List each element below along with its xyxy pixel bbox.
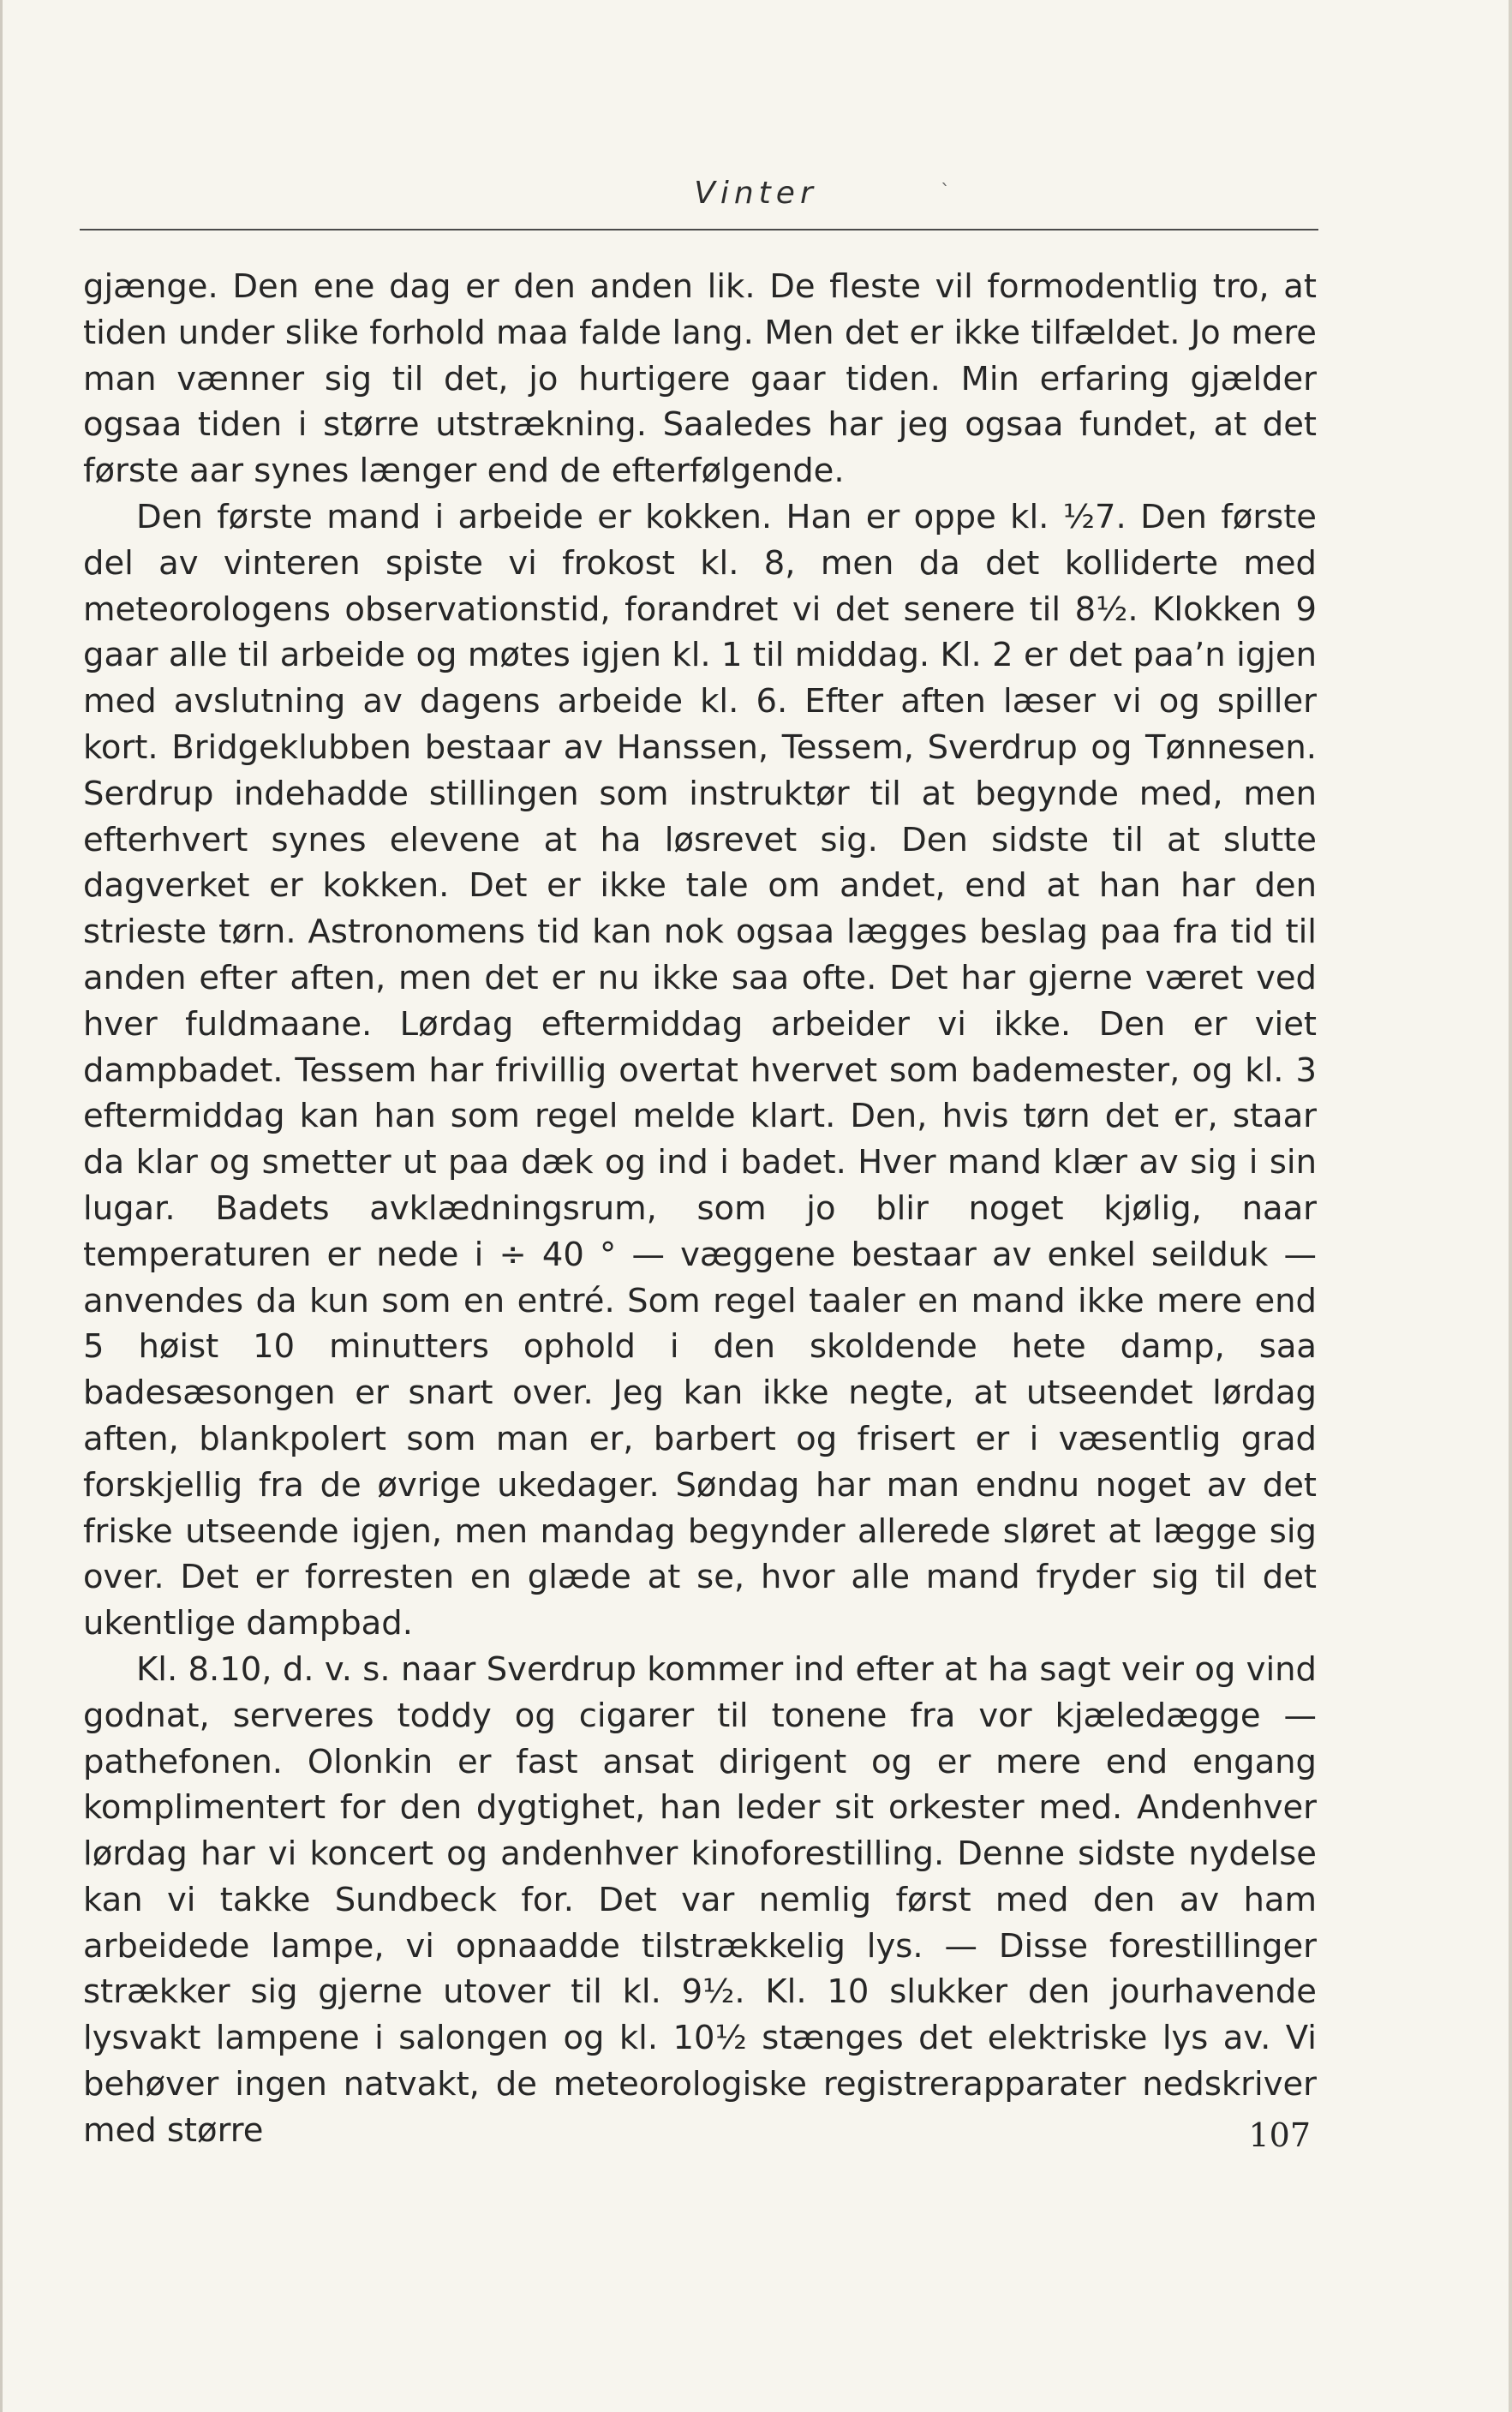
page-number: 107 — [1248, 2116, 1311, 2154]
body-text — [83, 264, 1317, 2154]
paragraph-3: Kl. 8.10, d. v. s. naar Sverdrup kommer ind efter at ha sagt veir og vind godnat, serveres toddy og cigarer til tonene fra vor kjæledægge — pathefonen. Olonkin er fast ansat dirigent og er mere end engang komplimentert for den dygtighet, han leder sit orkester med. Andenhver lørdag har vi koncert og andenhver kinoforestilling. Denne sidste nydelse kan vi takke Sundbeck for. Det var nemlig først med den av ham arbeidede lampe, vi opnaadde tilstrækkelig lys. — Disse forestillinger strækker sig gjerne utover til kl. 9½. Kl. 10 slukker den jourhavende lysvakt lampene i salongen og kl. 10½ stænges det elektriske lys av. Vi behøver ingen natvakt, de meteorologiske registrerapparater nedskriver med større — [83, 1649, 1317, 2150]
stray-mark: ` — [941, 182, 950, 203]
paragraph-2: Den første mand i arbeide er kokken. Han er oppe kl. ½7. Den første del av vinteren spiste vi frokost kl. 8, men da det kolliderte med meteorologens observationstid, forandret vi det senere til 8½. Klokken 9 gaar alle til arbeide og møtes igjen kl. 1 til middag. Kl. 2 er det paa’n igjen med avslutning av dagens arbeide kl. 6. Efter aften læser vi og spiller kort. Bridgeklubben bestaar av Hanssen, Tessem, Sverdrup og Tønnesen. Serdrup indehadde stillingen som instruktør til at begynde med, men efterhvert synes elevene at ha løsrevet sig. Den sidste til at slutte dagverket er kokken. Det er ikke tale om andet, end at han har den strieste tørn. Astronomens tid kan nok ogsaa lægges beslag paa fra tid til anden efter aften, men det er nu ikke saa ofte. Det har gjerne været ved hver fuldmaane. Lørdag eftermiddag arbeider vi ikke. Den er viet dampbadet. Tessem har frivillig overtat hvervet som bademester, og kl. 3 eftermiddag kan han som regel melde klart. Den, hvis tørn det er, staar da klar og smetter ut paa dæk og ind i badet. Hver mand klær av sig i sin lugar. Badets avklædningsrum, som jo blir noget kjølig, naar temperaturen er nede i ÷ 40 ° — væggene bestaar av enkel seilduk — anvendes da kun som en entré. Som regel taaler en mand ikke mere end 5 høist 10 minutters ophold i den skoldende hete damp, saa badesæsongen er snart over. Jeg kan ikke negte, at utseendet lørdag aften, blankpolert som man er, barbert og frisert er i væsentlig grad forskjellig fra de øvrige ukedager. Søndag har man endnu noget av det friske utseende igjen, men mandag begynder allerede sløret at lægge sig over. Det er forresten en glæde at se, hvor alle mand fryder sig til det ukentlige dampbad. — [83, 497, 1317, 1643]
running-head: Vinter — [694, 176, 818, 211]
paragraph-1: gjænge. Den ene dag er den anden lik. De fleste vil formodentlig tro, at tiden under slike forhold maa falde lang. Men det er ikke tilfældet. Jo mere man vænner sig til det, jo hurtigere gaar tiden. Min erfaring gjælder ogsaa tiden i større utstrækning. Saaledes har jeg ogsaa fundet, at det første aar synes længer end de efterfølgende. — [83, 267, 1317, 491]
header-rule — [80, 229, 1318, 230]
